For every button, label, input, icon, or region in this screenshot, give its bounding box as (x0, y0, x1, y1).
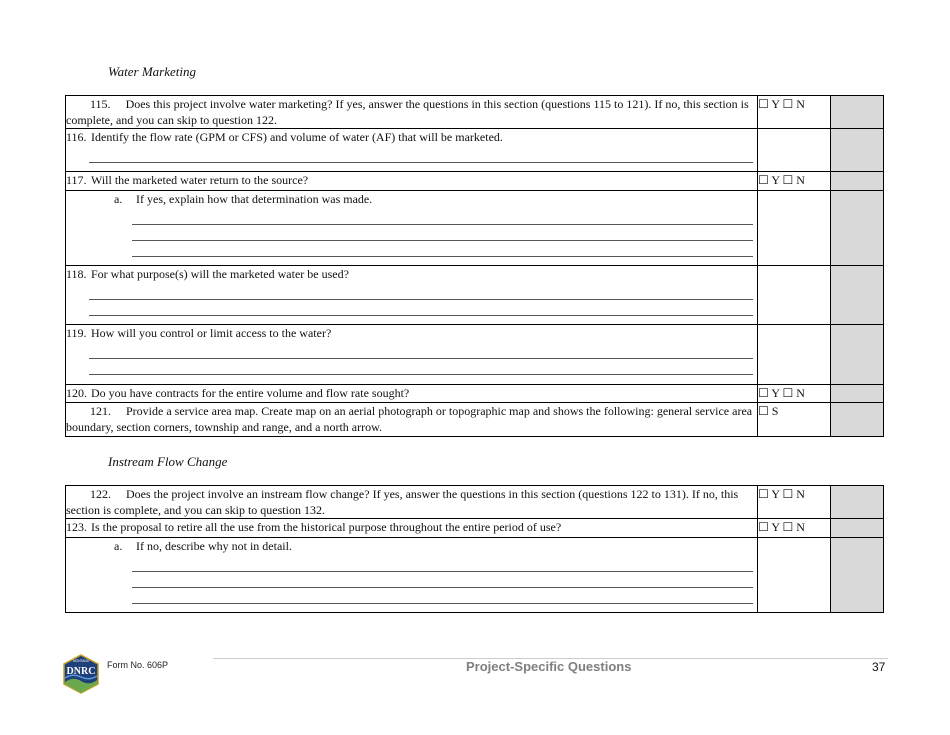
question-row-119 (66, 325, 884, 385)
question-row-118 (66, 266, 884, 325)
answer-line[interactable] (132, 209, 753, 225)
question-117-text: Will the marketed water return to the source? (91, 173, 309, 187)
answer-115-yes-no[interactable]: ☐ Y ☐ N (758, 96, 831, 129)
question-123-text: Is the proposal to retire all the use from the historical purpose throughout the entire period of use? (91, 520, 562, 534)
review-cell-117a (831, 191, 884, 266)
answer-line[interactable] (89, 359, 753, 375)
answer-117-yes-no[interactable]: ☐ Y ☐ N (758, 172, 831, 191)
form-number: Form No. 606P (107, 660, 169, 670)
question-123a-text: If no, describe why not in detail. (136, 539, 292, 553)
review-cell-118 (831, 266, 884, 325)
answer-line[interactable] (89, 147, 753, 163)
review-cell-117 (831, 172, 884, 191)
footer-title: Project-Specific Questions (466, 659, 632, 674)
question-123-number: 123. (66, 520, 87, 534)
question-122-text: Does the project involve an instream flow change? If yes, answer the questions in this section (questions 122 to 131). If no, this section is complete, and you can skip to question 132. (66, 487, 739, 517)
review-cell-122 (831, 486, 884, 519)
question-row-117a (66, 191, 884, 266)
question-115-text: Does this project involve water marketing? If yes, answer the questions in this section (questions 115 to 121). If no, this section is complete, and you can skip to question 122. (66, 97, 749, 127)
review-cell-115 (831, 96, 884, 129)
page-number: 37 (872, 660, 886, 674)
question-row-120 (66, 385, 884, 403)
question-116-number: 116. (66, 130, 87, 144)
question-row-117 (66, 172, 884, 191)
question-116 (66, 129, 757, 145)
question-117a-letter: a. (114, 192, 123, 206)
question-row-121 (66, 403, 884, 437)
question-117-number: 117. (66, 173, 87, 187)
section-title-water-marketing: Water Marketing (108, 64, 196, 79)
answer-line[interactable] (132, 225, 753, 241)
answer-117a (758, 191, 831, 266)
page-footer (0, 640, 950, 710)
dnrc-logo (61, 654, 101, 694)
question-120-text: Do you have contracts for the entire volume and flow rate sought? (91, 386, 410, 400)
question-118-number: 118. (66, 267, 87, 281)
question-123 (66, 519, 757, 535)
question-121: 121. Provide a service area map. Create map on an aerial photograph or topographic map and shows the following: general service area boundary, section corners, township and range, and a north arrow. (66, 404, 753, 434)
answer-122-yes-no[interactable]: ☐ Y ☐ N (758, 486, 831, 519)
question-row-115 (66, 96, 884, 129)
answer-line[interactable] (89, 343, 753, 359)
question-123a (66, 538, 757, 554)
question-119-number: 119. (66, 326, 87, 340)
review-cell-123a (831, 538, 884, 613)
question-118-text: For what purpose(s) will the marketed water be used? (91, 267, 349, 281)
review-cell-116 (831, 129, 884, 172)
question-117a-text: If yes, explain how that determination was made. (136, 192, 373, 206)
logo-top-text: MONTANA (73, 659, 89, 663)
water-marketing-table (65, 95, 884, 437)
question-119 (66, 325, 757, 341)
question-115: 115. Does this project involve water marketing? If yes, answer the questions in this section (questions 115 to 121). If no, this section is complete, and you can skip to question 122. (66, 97, 749, 127)
answer-119 (758, 325, 831, 385)
answer-line[interactable] (132, 556, 753, 572)
question-121-text: Provide a service area map. Create map on an aerial photograph or topographic map and shows the following: general service area boundary, section corners, township and range, and a north arrow. (66, 404, 753, 434)
section-title-instream-flow-change: Instream Flow Change (108, 454, 228, 469)
question-row-122 (66, 486, 884, 519)
question-122: 122. Does the project involve an instream flow change? If yes, answer the questions in this section (questions 122 to 131). If no, this section is complete, and you can skip to question 132. (66, 487, 739, 517)
question-120-number: 120. (66, 386, 87, 400)
question-118 (66, 266, 757, 282)
question-row-116 (66, 129, 884, 172)
answer-line[interactable] (89, 300, 753, 316)
question-row-123a (66, 538, 884, 613)
review-cell-123 (831, 519, 884, 538)
review-cell-120 (831, 385, 884, 403)
answer-121-submitted[interactable]: ☐ S (758, 403, 831, 437)
answer-120-yes-no[interactable]: ☐ Y ☐ N (758, 385, 831, 403)
answer-line[interactable] (132, 241, 753, 257)
answer-line[interactable] (132, 572, 753, 588)
answer-116 (758, 129, 831, 172)
question-120 (66, 385, 757, 401)
instream-flow-table (65, 485, 884, 613)
question-123a-letter: a. (114, 539, 123, 553)
answer-line[interactable] (89, 284, 753, 300)
question-117 (66, 172, 757, 188)
answer-123a (758, 538, 831, 613)
answer-118 (758, 266, 831, 325)
answer-line[interactable] (132, 588, 753, 604)
answer-123-yes-no[interactable]: ☐ Y ☐ N (758, 519, 831, 538)
logo-text: DNRC (66, 666, 96, 677)
review-cell-119 (831, 325, 884, 385)
review-cell-121 (831, 403, 884, 437)
question-117a (66, 191, 757, 207)
question-116-text: Identify the flow rate (GPM or CFS) and volume of water (AF) that will be marketed. (91, 130, 503, 144)
question-119-text: How will you control or limit access to the water? (91, 326, 332, 340)
question-row-123 (66, 519, 884, 538)
